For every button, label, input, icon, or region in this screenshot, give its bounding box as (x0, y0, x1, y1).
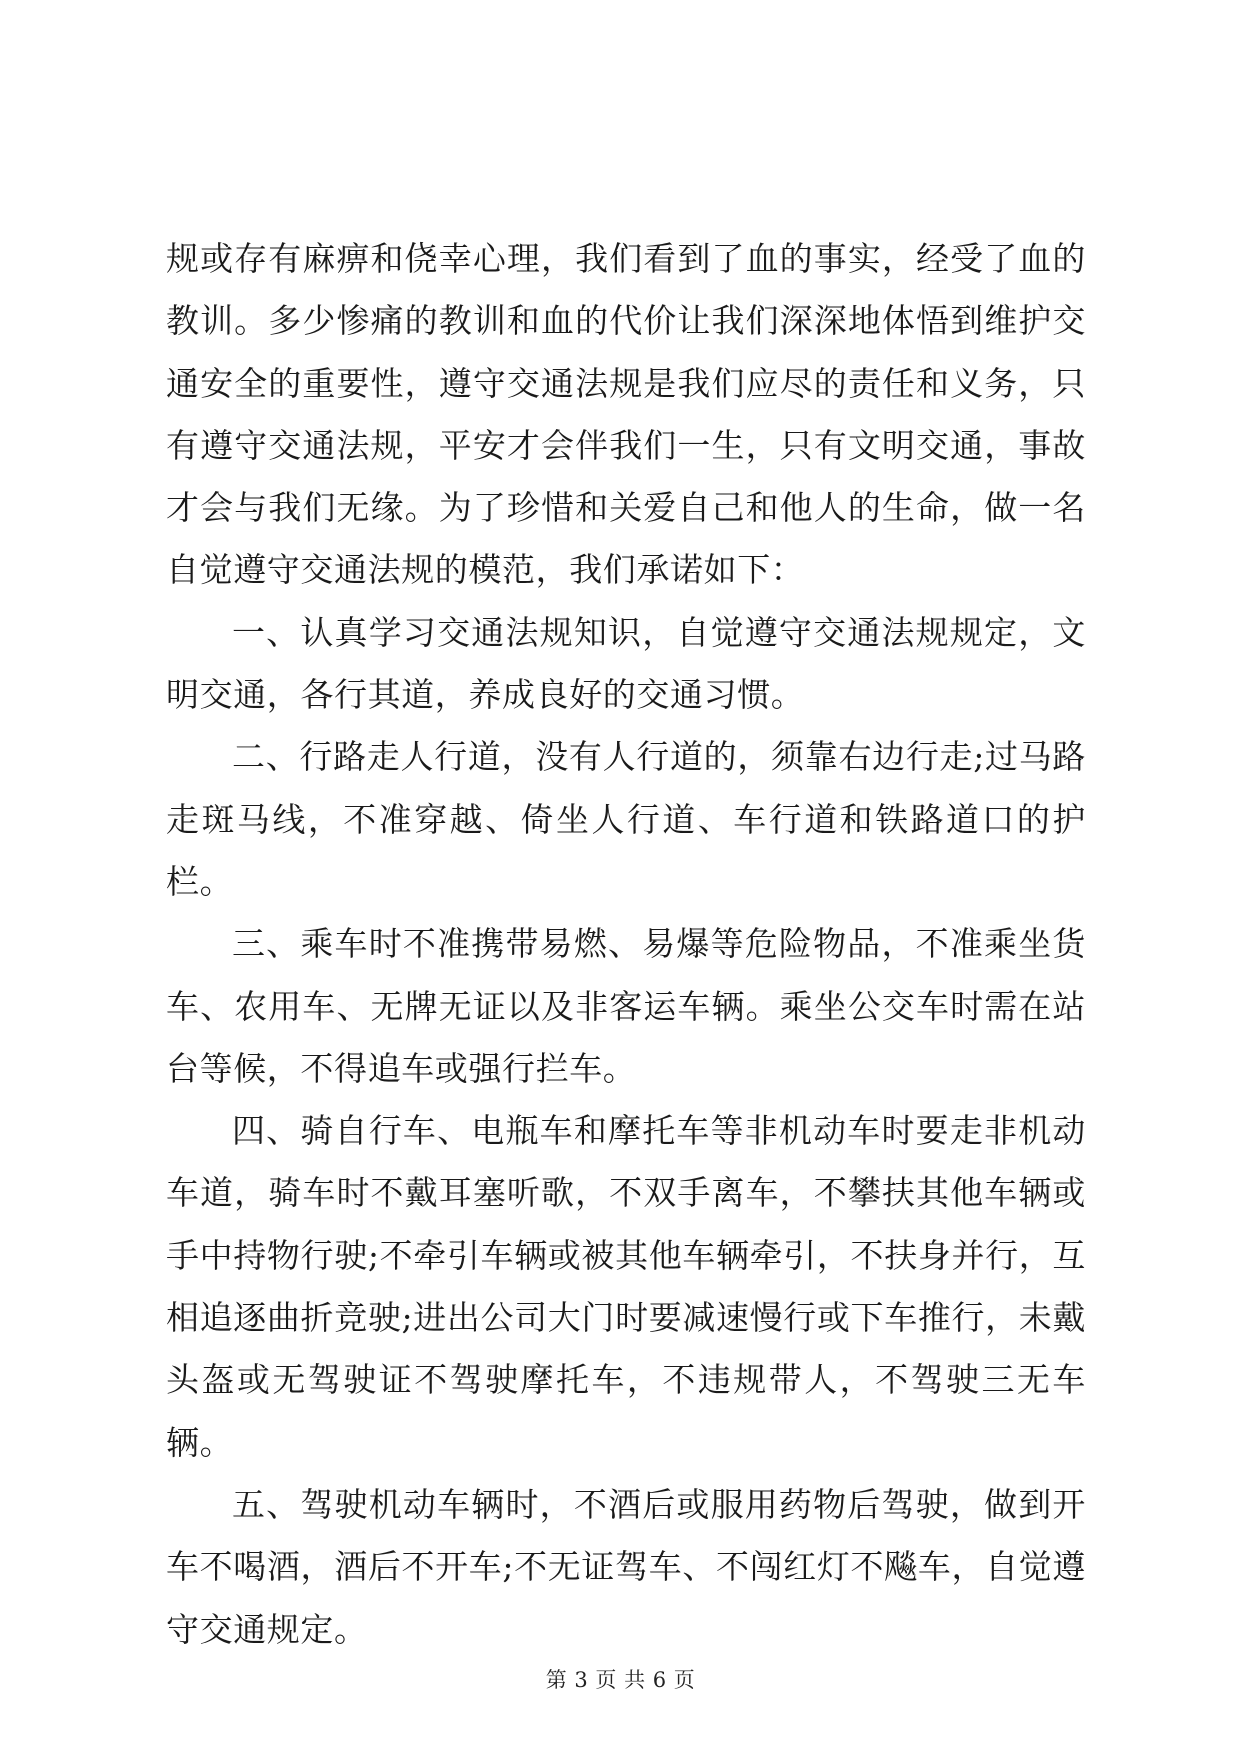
paragraph-item-1: 一、认真学习交通法规知识，自觉遵守交通法规规定，文明交通，各行其道，养成良好的交通习惯。 (166, 612, 1086, 715)
document-body (166, 228, 1086, 1661)
paragraph-item-2: 二、行路走人行道，没有人行道的，须靠右边行走;过马路走斑马线，不准穿越、倚坐人行道、车行道和铁路道口的护栏。 (166, 737, 1086, 901)
paragraph-item-5: 五、驾驶机动车辆时，不酒后或服用药物后驾驶，做到开车不喝酒，酒后不开车;不无证驾车、不闯红灯不飚车，自觉遵守交通规定。 (166, 1484, 1086, 1649)
page-number-footer: 第 3 页 共 6 页 (545, 1668, 696, 1692)
paragraph-item-4: 四、骑自行车、电瓶车和摩托车等非机动车时要走非机动车道，骑车时不戴耳塞听歌，不双手离车，不攀扶其他车辆或手中持物行驶;不牵引车辆或被其他车辆牵引，不扶身并行，互相追逐曲折竞驶;进出公司大门时要减速慢行或下车推行，未戴头盔或无驾驶证不驾驶摩托车，不违规带人，不驾驶三无车辆。 (166, 1111, 1086, 1462)
paragraph-item-3: 三、乘车时不准携带易燃、易爆等危险物品，不准乘坐货车、农用车、无牌无证以及非客运车辆。乘坐公交车时需在站台等候，不得追车或强行拦车。 (166, 924, 1086, 1088)
paragraph-continuation: 规或存有麻痹和侥幸心理，我们看到了血的事实，经受了血的教训。多少惨痛的教训和血的代价让我们深深地体悟到维护交通安全的重要性，遵守交通法规是我们应尽的责任和义务，只有遵守交通法规，平安才会伴我们一生，只有文明交通，事故才会与我们无缘。为了珍惜和关爱自己和他人的生命，做一名自觉遵守交通法规的模范，我们承诺如下： (166, 239, 1086, 590)
